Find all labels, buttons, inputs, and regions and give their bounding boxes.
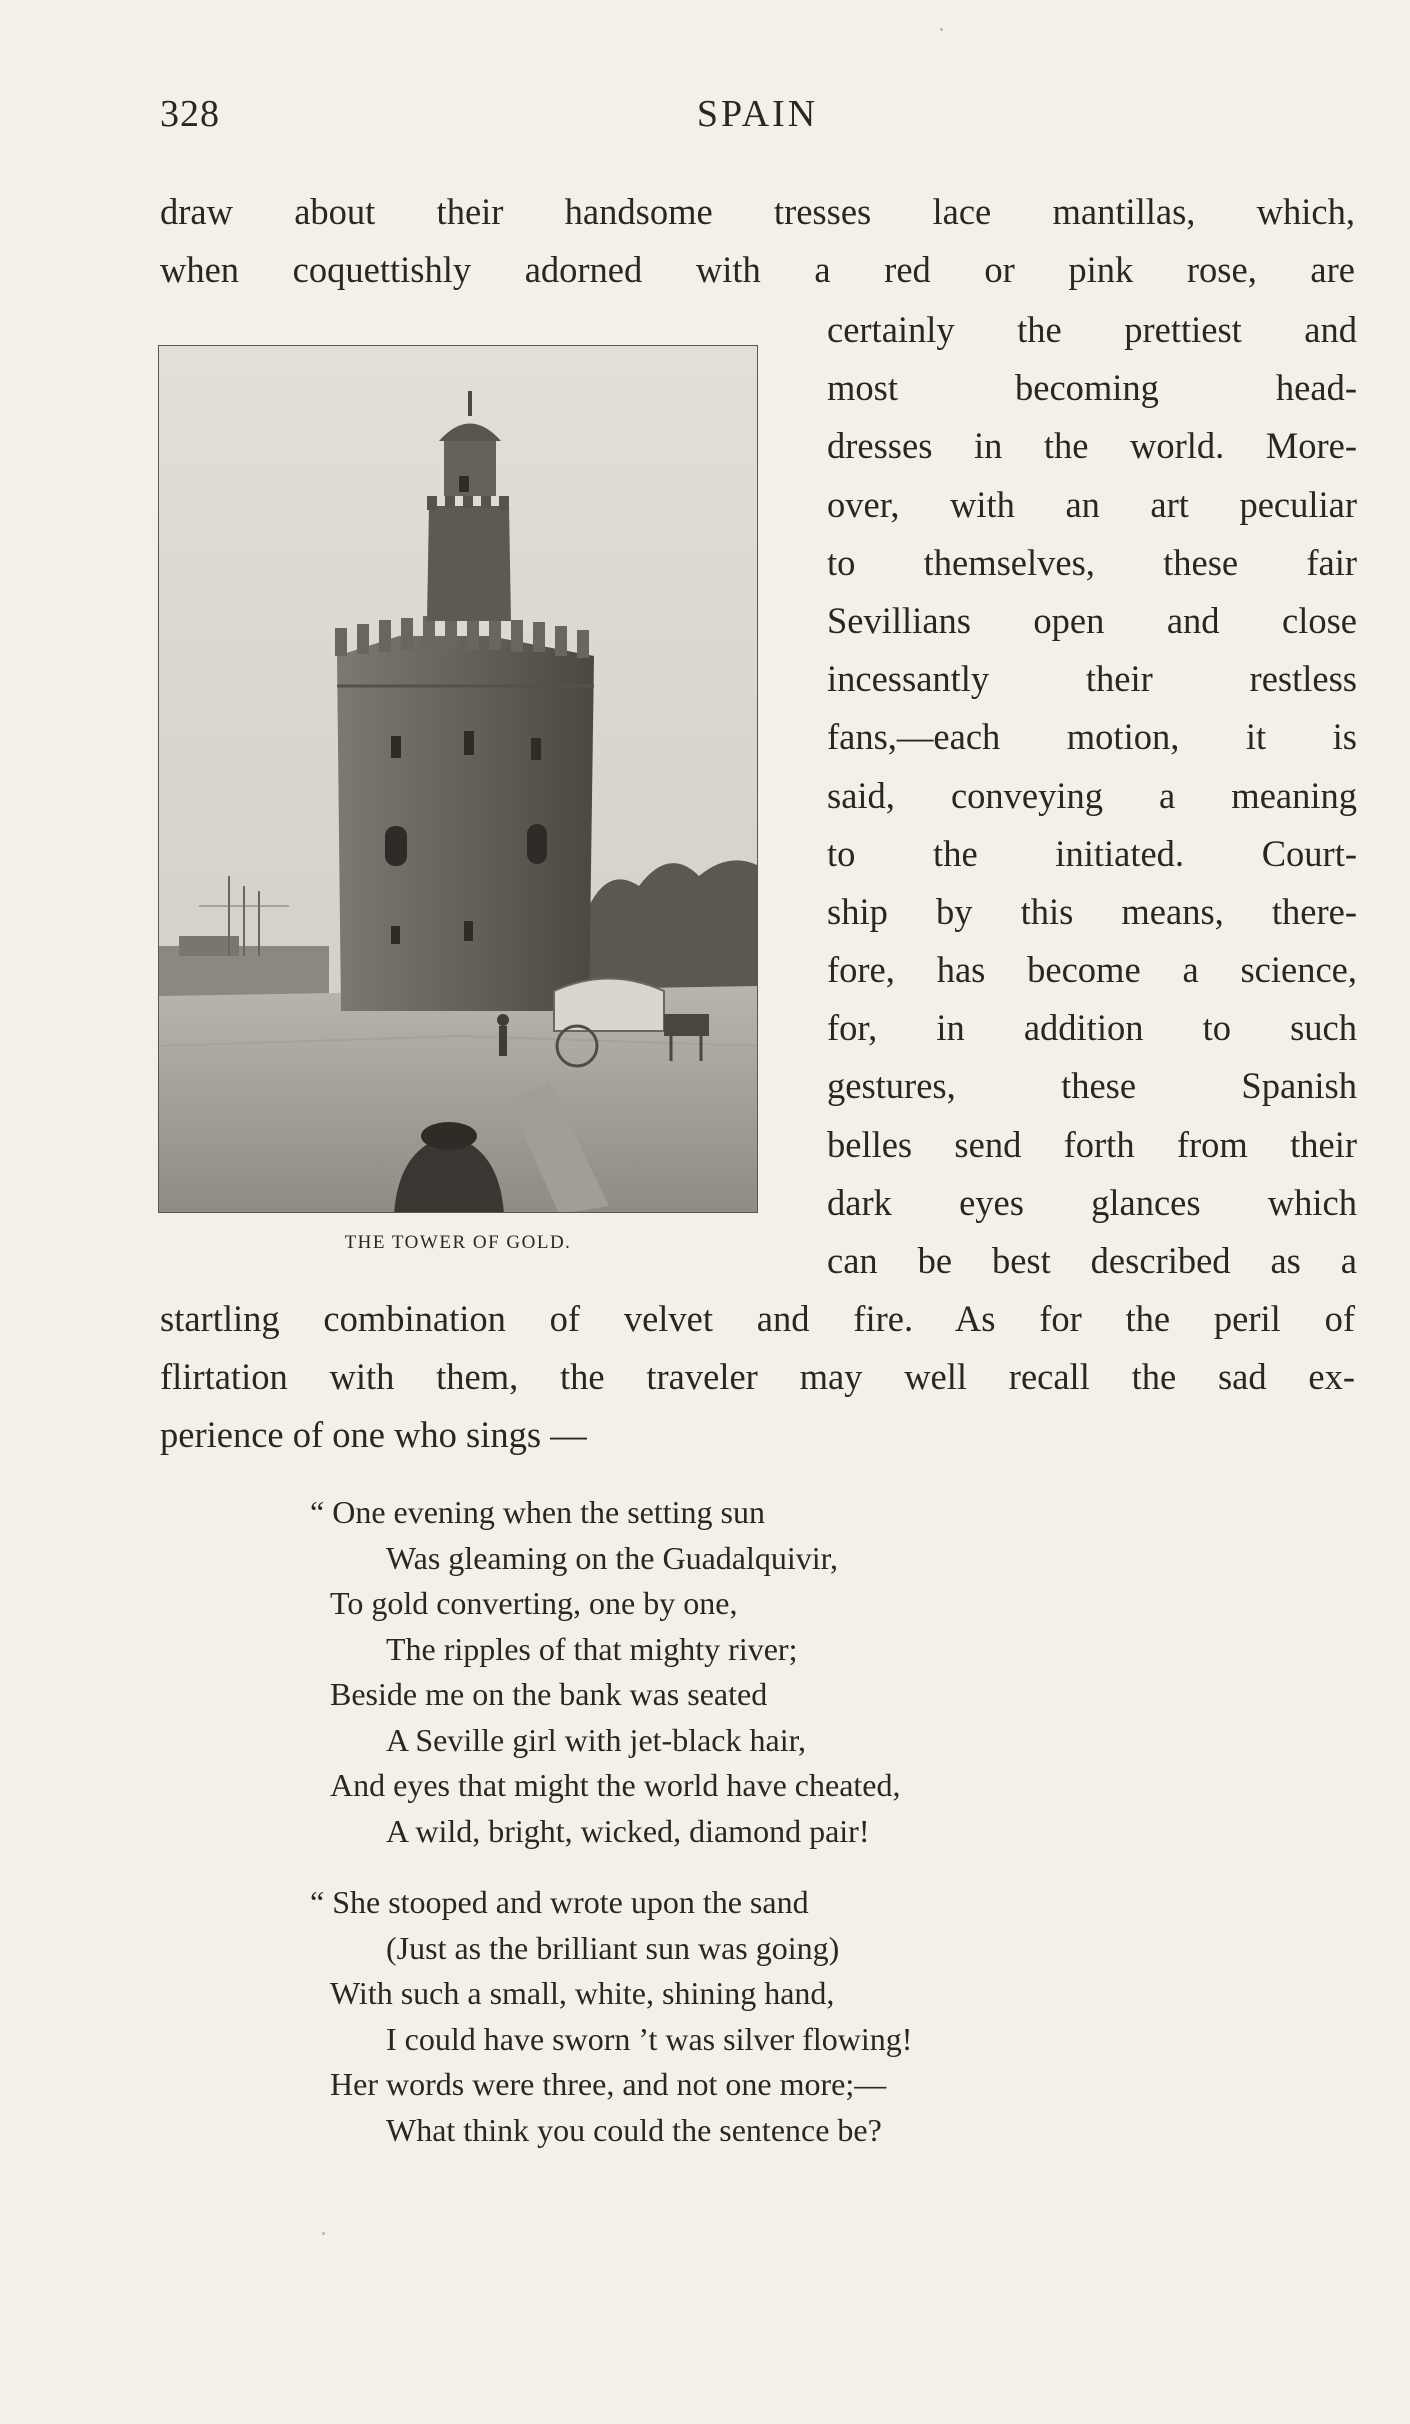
tower-of-gold-illustration [158,345,758,1213]
text-line: flirtation with them, the traveler may well recall the sad ex- [160,1356,1355,1397]
paper-speck [322,2232,325,2235]
text-line: draw about their handsome tresses lace mantillas, which, [160,191,1355,232]
text-line: for, in addition to such [827,1007,1357,1049]
poem-line: A Seville girl with jet-black hair, [386,1721,806,1758]
poem-line: “ She stooped and wrote upon the sand [310,1884,809,1920]
poem-stanza-2 [310,1880,913,2153]
text-line: ship by this means, there- [827,890,1357,932]
text-line: over, with an art peculiar [827,483,1357,525]
poem-line: Was gleaming on the Guadalquivir, [386,1539,839,1576]
poem-line: To gold converting, one by one, [330,1585,738,1621]
text-line: can be best described as a [827,1240,1357,1281]
running-title: SPAIN [696,93,819,135]
figure-caption: THE TOWER OF GOLD. [344,1232,572,1253]
paper-speck [940,28,943,31]
poem-line: And eyes that might the world have cheated, [330,1767,901,1803]
text-line: incessantly their restless [827,658,1357,700]
text-line: when coquettishly adorned with a red or pink rose, are [160,249,1355,290]
poem-line: Her words were three, and not one more;— [330,2066,887,2102]
text-line: said, conveying a meaning [827,774,1357,816]
poem-stanza-1 [310,1490,901,1854]
poem-line: Beside me on the bank was seated [330,1676,768,1712]
text-line: dark eyes glances which [827,1181,1357,1223]
paragraph-bottom [160,1290,1355,1464]
text-line: to the initiated. Court- [827,832,1357,874]
text-line: belles send forth from their [827,1123,1357,1165]
poem-line: (Just as the brilliant sun was going) [386,1929,840,1966]
text-line: fore, has become a science, [827,949,1357,991]
text-line: fans,—each motion, it is [827,716,1357,758]
page-header [160,92,1355,142]
poem-line: A wild, bright, wicked, diamond pair! [386,1812,870,1849]
paragraph-top [160,183,1355,299]
text-line: startling combination of velvet and fire. As for the peril of [160,1298,1355,1339]
text-line: gestures, these Spanish [827,1065,1357,1107]
paragraph-beside-figure [827,301,1357,1290]
page-number: 328 [160,93,220,135]
text-line: most becoming head- [827,367,1357,409]
text-line: dresses in the world. More- [827,425,1357,467]
poem-line: The ripples of that mighty river; [386,1630,798,1667]
poem-line: “ One evening when the setting sun [310,1494,765,1530]
poem-line: I could have sworn ’t was silver flowing! [386,2020,913,2057]
text-line: Sevillians open and close [827,599,1357,641]
text-line: to themselves, these fair [827,541,1357,583]
poem-line: With such a small, white, shining hand, [330,1975,835,2011]
poem-line: What think you could the sentence be? [386,2111,882,2148]
text-line: perience of one who sings — [160,1414,587,1455]
text-line: certainly the prettiest and [827,309,1357,350]
